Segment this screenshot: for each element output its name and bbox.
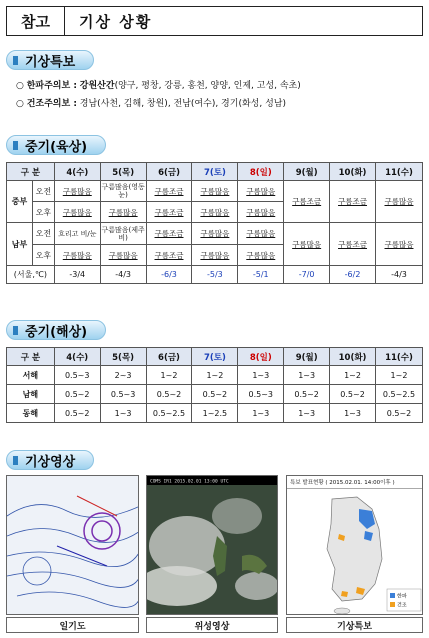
weather-cell: 구름많음 bbox=[54, 181, 100, 202]
wave-height-cell: 0.5~2.5 bbox=[146, 404, 192, 423]
temp-cell: -6/3 bbox=[146, 266, 192, 284]
wave-height-cell: 0.5~3 bbox=[100, 385, 146, 404]
wave-height-cell: 0.5~2 bbox=[192, 385, 238, 404]
wave-height-cell: 0.5~2 bbox=[54, 385, 100, 404]
temp-cell: -5/3 bbox=[192, 266, 238, 284]
weather-cell: 구름많음 bbox=[192, 223, 238, 245]
col-header: 5(목) bbox=[100, 348, 146, 366]
wave-height-cell: 1~3 bbox=[100, 404, 146, 423]
wave-height-cell: 1~2 bbox=[146, 366, 192, 385]
weather-cell: 구름조금 bbox=[146, 181, 192, 202]
caption-advisory: 기상특보 bbox=[286, 617, 423, 633]
period-label: 오전 bbox=[32, 223, 54, 245]
temp-cell: -7/0 bbox=[284, 266, 330, 284]
weather-cell: 구름많음 bbox=[375, 223, 422, 266]
temp-cell: -4/3 bbox=[100, 266, 146, 284]
advisory-item: ○ 한파주의보 : 강원산간(양구, 평창, 강릉, 홍천, 양양, 인제, 고성, 속초) bbox=[16, 81, 301, 91]
weather-cell: 구름조금 bbox=[146, 202, 192, 223]
col-header: 8(일) bbox=[238, 348, 284, 366]
wave-height-cell: 0.5~3 bbox=[238, 385, 284, 404]
wave-height-cell: 1~3 bbox=[330, 404, 376, 423]
wave-height-cell: 1~2 bbox=[330, 366, 376, 385]
col-header: 4(수) bbox=[54, 163, 100, 181]
col-header: 6(금) bbox=[146, 163, 192, 181]
col-header: 구 분 bbox=[7, 163, 55, 181]
legend-cold: 한파 bbox=[397, 593, 407, 600]
weather-cell: 구름많음 bbox=[238, 223, 284, 245]
col-header: 6(금) bbox=[146, 348, 192, 366]
wave-height-cell: 1~2 bbox=[192, 366, 238, 385]
weather-cell: 구름많음 bbox=[238, 245, 284, 266]
weather-cell: 구름많음(제주 비) bbox=[100, 223, 146, 245]
temp-cell: -4/3 bbox=[375, 266, 422, 284]
col-header: 11(수) bbox=[375, 348, 422, 366]
col-header: 5(목) bbox=[100, 163, 146, 181]
weather-cell: 구름조금 bbox=[146, 245, 192, 266]
wave-height-cell: 0.5~3 bbox=[54, 366, 100, 385]
weather-cell: 구름많음(영동 눈) bbox=[100, 181, 146, 202]
col-header: 10(화) bbox=[330, 163, 376, 181]
weather-chart-image bbox=[6, 475, 139, 615]
section-title-advisory: 기상특보 bbox=[6, 50, 94, 70]
section-title-sea: 중기(해상) bbox=[6, 320, 106, 340]
wave-height-cell: 1~3 bbox=[284, 404, 330, 423]
land-forecast-table bbox=[6, 162, 423, 284]
sea-forecast-table bbox=[6, 347, 423, 423]
satellite-image bbox=[146, 475, 278, 615]
temp-cell: -6/2 bbox=[330, 266, 376, 284]
wave-height-cell: 0.5~2.5 bbox=[375, 385, 422, 404]
weather-cell: 구름많음 bbox=[284, 223, 330, 266]
sea-region-label: 서해 bbox=[7, 366, 55, 385]
weather-cell: 흐리고 비/눈 bbox=[54, 223, 100, 245]
wave-height-cell: 0.5~2 bbox=[54, 404, 100, 423]
wave-height-cell: 2~3 bbox=[100, 366, 146, 385]
col-header: 4(수) bbox=[54, 348, 100, 366]
temp-cell: -3/4 bbox=[54, 266, 100, 284]
weather-cell: 구름많음 bbox=[238, 202, 284, 223]
weather-cell: 구름많음 bbox=[100, 245, 146, 266]
col-header: 8(일) bbox=[238, 163, 284, 181]
page-header bbox=[6, 6, 423, 36]
sea-region-label: 동해 bbox=[7, 404, 55, 423]
wave-height-cell: 0.5~2 bbox=[146, 385, 192, 404]
caption-weather-chart: 일기도 bbox=[6, 617, 139, 633]
header-tag: 참고 bbox=[7, 7, 65, 35]
section-title-images: 기상영상 bbox=[6, 450, 94, 470]
advisory-map-image bbox=[286, 475, 423, 615]
weather-cell: 구름조금 bbox=[146, 223, 192, 245]
weather-cell: 구름많음 bbox=[375, 181, 422, 223]
col-header: 7(토) bbox=[192, 163, 238, 181]
col-header: 9(월) bbox=[284, 348, 330, 366]
weather-cell: 구름조금 bbox=[330, 181, 376, 223]
sea-region-label: 남해 bbox=[7, 385, 55, 404]
col-header: 구 분 bbox=[7, 348, 55, 366]
region-label: 남부 bbox=[7, 223, 33, 266]
period-label: 오후 bbox=[32, 202, 54, 223]
weather-cell: 구름많음 bbox=[54, 245, 100, 266]
wave-height-cell: 1~2.5 bbox=[192, 404, 238, 423]
caption-satellite: 위성영상 bbox=[146, 617, 278, 633]
weather-cell: 구름많음 bbox=[192, 245, 238, 266]
header-title: 기상 상황 bbox=[79, 12, 153, 31]
weather-cell: 구름조금 bbox=[330, 223, 376, 266]
period-label: 오전 bbox=[32, 181, 54, 202]
weather-cell: 구름조금 bbox=[284, 181, 330, 223]
col-header: 10(화) bbox=[330, 348, 376, 366]
advisory-item: ○ 건조주의보 : 경남(사천, 김해, 창원), 전남(여수), 경기(화성, 성남) bbox=[16, 99, 286, 109]
wave-height-cell: 1~2 bbox=[375, 366, 422, 385]
weather-cell: 구름많음 bbox=[238, 181, 284, 202]
weather-cell: 구름많음 bbox=[192, 202, 238, 223]
map-title: 특보 발표현황 ( 2015.02.01. 14:00이후 ) bbox=[287, 476, 422, 489]
temp-cell: -5/1 bbox=[238, 266, 284, 284]
temp-label: (서울,℃) bbox=[7, 266, 55, 284]
wave-height-cell: 1~3 bbox=[238, 366, 284, 385]
weather-cell: 구름많음 bbox=[100, 202, 146, 223]
section-title-land: 중기(육상) bbox=[6, 135, 106, 155]
legend-dry: 건조 bbox=[397, 602, 407, 609]
satellite-banner: COMS IR1 2015.02.01 13:00 UTC bbox=[150, 479, 229, 485]
wave-height-cell: 0.5~2 bbox=[330, 385, 376, 404]
weather-cell: 구름많음 bbox=[192, 181, 238, 202]
region-label: 중부 bbox=[7, 181, 33, 223]
col-header: 11(수) bbox=[375, 163, 422, 181]
wave-height-cell: 0.5~2 bbox=[375, 404, 422, 423]
weather-cell: 구름많음 bbox=[54, 202, 100, 223]
col-header: 9(월) bbox=[284, 163, 330, 181]
wave-height-cell: 1~3 bbox=[284, 366, 330, 385]
col-header: 7(토) bbox=[192, 348, 238, 366]
period-label: 오후 bbox=[32, 245, 54, 266]
wave-height-cell: 1~3 bbox=[238, 404, 284, 423]
wave-height-cell: 0.5~2 bbox=[284, 385, 330, 404]
